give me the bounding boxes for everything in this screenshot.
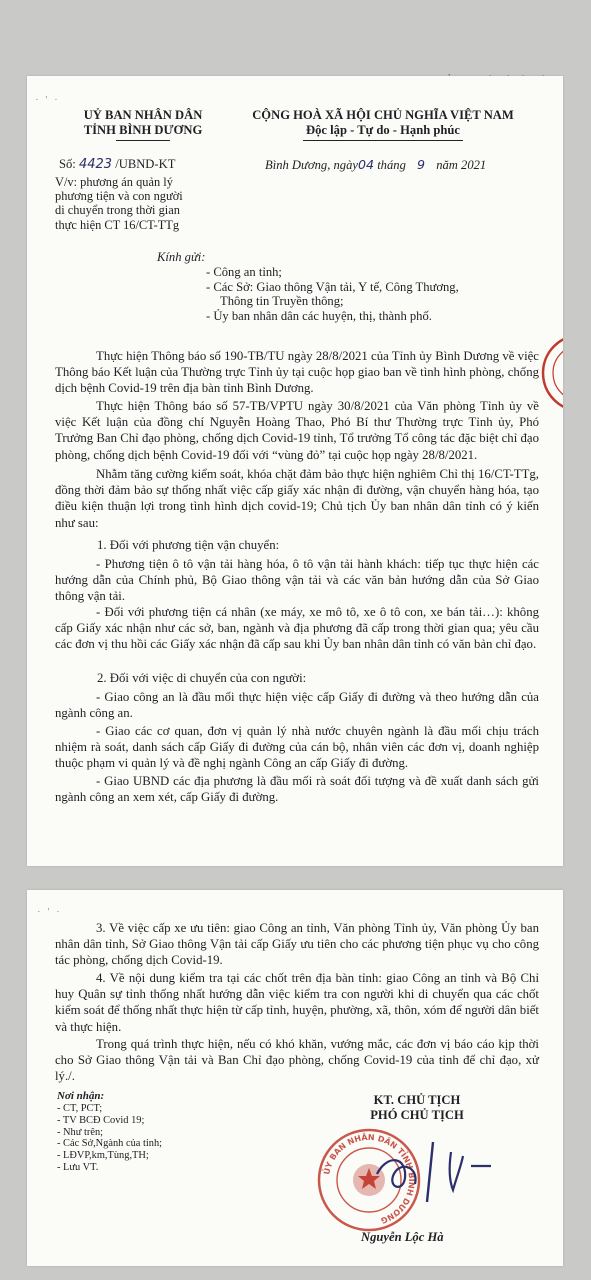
document-page-1 xyxy=(27,76,563,866)
document-number: Số: 4423 /UBND-KT xyxy=(59,157,176,172)
scan-marks: · ' · xyxy=(35,94,60,106)
paragraph: - Phương tiện ô tô vận tải hàng hóa, ô tô vận tải hành khách: tiếp tục thực hiện các hướng dẫn của Chính phủ, Bộ Giao thông vận tải và các văn bản hướng dẫn của Sở Giao thông vận tải. xyxy=(55,557,539,604)
section-heading: 2. Đối với việc di chuyển của con người: xyxy=(97,671,307,685)
recipient-item: - Công an tỉnh; xyxy=(206,265,282,279)
paragraph: - Giao công an là đầu mối thực hiện việc cấp Giấy đi đường và theo hướng dẫn của ngành công an. xyxy=(55,690,539,721)
noi-nhan-title: Nơi nhận: xyxy=(57,1090,105,1102)
national-motto xyxy=(233,108,533,141)
recipient-item: Thông tin Truyền thông; xyxy=(220,294,344,309)
paragraph: Thực hiện Thông báo số 190-TB/TU ngày 28/8/2021 của Tỉnh ủy Bình Dương về việc Thông báo Kết luận của Thường trực Tỉnh ủy tại cuộc họp giao ban về tình hình phòng, chống dịch bệnh Covid-19 trên địa bàn tỉnh Bình Dương. xyxy=(55,349,539,396)
handwritten-month: 9 xyxy=(417,157,426,172)
kinh-gui: Kính gửi: xyxy=(157,250,206,264)
recipients-footer xyxy=(57,1090,257,1174)
paragraph: - Giao UBND các địa phương là đầu mối rà soát đối tượng và đề xuất danh sách gửi ngành công an xem xét, cấp Giấy đi đường. xyxy=(55,774,539,805)
scan-marks: · ' · xyxy=(37,906,62,918)
paragraph: Trong quá trình thực hiện, nếu có khó khăn, vướng mắc, các đơn vị báo cáo kịp thời cho Sở Giao thông Vận tải và Ban Chỉ đạo phòng, chống Covid-19 của tỉnh để chỉ đạo, xử lý./. xyxy=(55,1037,539,1084)
recipient-item: - Ủy ban nhân dân các huyện, thị, thành phố. xyxy=(206,308,432,323)
document-page-2 xyxy=(27,890,563,1266)
signer-name: Nguyễn Lộc Hà xyxy=(361,1230,444,1244)
recipient-item: - Các Sở: Giao thông Vận tải, Y tế, Công Thương, xyxy=(206,279,459,294)
issuer-line2: TỈNH BÌNH DƯƠNG xyxy=(83,123,203,137)
nation-line2: Độc lập - Tự do - Hạnh phúc xyxy=(306,123,460,137)
issuer-header xyxy=(73,108,213,141)
signer-title1: KT. CHỦ TỊCH xyxy=(373,1093,461,1107)
recipient-list xyxy=(206,265,546,323)
subject-line: phương tiện và con người xyxy=(55,189,183,204)
signer-title xyxy=(327,1093,507,1123)
noi-nhan-item: - Lưu VT. xyxy=(57,1161,99,1173)
noi-nhan-item: - TV BCĐ Covid 19; xyxy=(57,1114,145,1126)
noi-nhan-item: - Như trên; xyxy=(57,1126,104,1138)
signer-title2: PHÓ CHỦ TỊCH xyxy=(370,1108,464,1122)
noi-nhan-item: - LĐVP,km,Tùng,TH; xyxy=(57,1150,149,1162)
subject-line: V/v: phương án quản lý xyxy=(55,175,173,189)
partial-stamp xyxy=(541,328,563,418)
place-date: Bình Dương, ngày04 tháng 9 năm 2021 xyxy=(265,157,487,172)
subject-line: thực hiện CT 16/CT-TTg xyxy=(55,217,180,232)
paragraph: 4. Về nội dung kiểm tra tại các chốt trên địa bàn tỉnh: giao Công an tỉnh và Bộ Chỉ huy Quân sự tỉnh thống nhất hướng dẫn việc kiểm tra con người khi di chuyển qua các chốt kiểm soát để thống nhất thực hiện từ cấp tỉnh, huyện, phường, xã, thôn, xóm để người dân biết và thực hiện. xyxy=(55,971,539,1034)
noi-nhan-item: - Các Sở,Ngành của tỉnh; xyxy=(57,1138,163,1150)
stamp-text: ỦY BAN NHÂN DÂN TỈNH BÌNH DƯƠNG xyxy=(322,1132,417,1226)
section-heading: 1. Đối với phương tiện vận chuyển: xyxy=(97,538,280,552)
subject-line: di chuyển trong thời gian xyxy=(55,203,180,218)
paragraph: - Đối với phương tiện cá nhân (xe máy, xe mô tô, xe ô tô con, xe bán tải…): không cấp Giấy xác nhận như các sở, ban, ngành và địa phương đã cấp trong thời gian qua; yêu cầu các đơn vị thu hồi các Giấy xác nhận đã cấp sau khi Ủy ban nhân dân tỉnh có văn bản chỉ đạo. xyxy=(55,605,539,652)
paragraph: Nhằm tăng cường kiểm soát, khóa chặt đảm bảo thực hiện nghiêm Chỉ thị 16/CT-TTg, đồng thời đảm bảo sự thống nhất việc cấp giấy xác nhận đi đường, vận chuyển hàng hóa, tạo điều kiện thuận lợi trong tình hình dịch covid-19; Chủ tịch Ủy ban nhân dân tỉnh có ý kiến như sau: xyxy=(55,467,539,530)
noi-nhan-item: - CT, PCT; xyxy=(57,1103,103,1114)
handwritten-signature xyxy=(367,1136,517,1206)
subject-block xyxy=(55,175,235,232)
paragraph: Thực hiện Thông báo số 57-TB/VPTU ngày 30/8/2021 của Văn phòng Tỉnh ủy về việc Kết luận của đồng chí Nguyễn Hoàng Thao, Phó Bí thư Thường trực Tỉnh ủy, Phó Trưởng Ban Chỉ đạo phòng, chống dịch Covid-19 tỉnh, Tổ trưởng Tổ công tác đặc biệt chỉ đạo phòng, chống dịch bệnh Covid-19 đối với “vùng đỏ” tại cuộc họp ngày 28/8/2021. xyxy=(55,399,539,462)
issuer-line1: UỶ BAN NHÂN DÂN xyxy=(83,108,203,122)
paragraph: 3. Về việc cấp xe ưu tiên: giao Công an tỉnh, Văn phòng Tỉnh ủy, Văn phòng Ủy ban nhân dân tỉnh, Sở Giao thông Vận tải cấp Giấy ưu tiên cho các phương tiện phục vụ cho công tác phòng, chống dịch Covid-19. xyxy=(55,921,539,968)
handwritten-number: 4423 xyxy=(78,157,113,172)
handwritten-day: 04 xyxy=(358,157,375,172)
paragraph: - Giao các cơ quan, đơn vị quản lý nhà nước chuyên ngành là đầu mối chịu trách nhiệm rà soát, danh sách cấp Giấy đi đường của cán bộ, nhân viên các đơn vị, doanh nghiệp thuộc phạm vi quản lý và đề nghị ngành Công an cấp Giấy đi đường. xyxy=(55,724,539,771)
nation-line1: CỘNG HOÀ XÃ HỘI CHỦ NGHĨA VIỆT NAM xyxy=(252,108,514,122)
